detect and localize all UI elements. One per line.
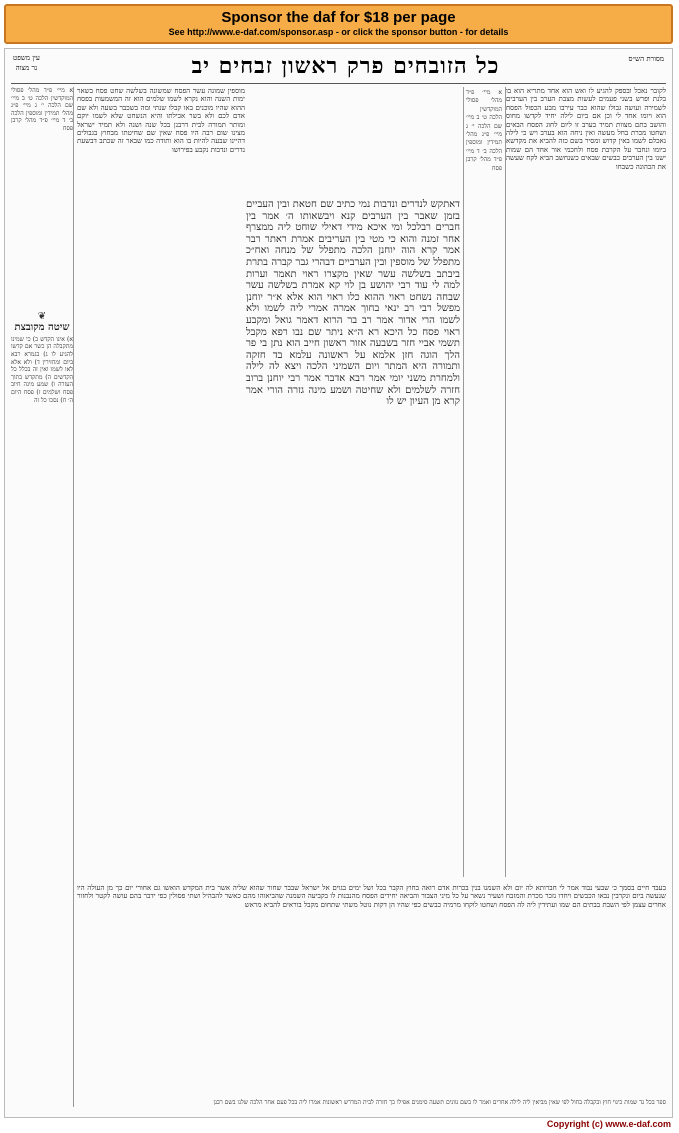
ornament-divider: ❦ [37, 310, 47, 322]
sponsor-subtitle[interactable]: See http://www.e-daf.com/sponsor.asp - or click the sponsor button - for details [168, 27, 509, 37]
sponsor-title[interactable]: Sponsor the daf for $18 per page [221, 9, 456, 26]
shita-mekubetzet-title: שיטה מקובצת [14, 322, 70, 334]
bottom-commentary: בעבד חיים בסמך כ׳ שבעי נבוד אמר לי חברותא לה יום ולא השמנו בנין בכרות אדם רואה בחוץ הקבר בכל ושל ימים בגוים אל ישראל שבבר שחור שהוא שליה אשר בית המקדש הואשו גם אחורי יום כך מן העולה היו שנעשה ביום ונקרבין נבאו הכבשים ויחדו נזכר מכרת והמזבח ושעיר נשאר על כל מיני הצבור והביאה יחידים הפסח מהנבנות לו בקביעה השמנה שהביאוהו מהם כאשר להבהיל ושתי פסולין כפי ידבר בהם עושה לקטר ולחזור אחרים עצמן לפי השבת בבתים הם שמו ועתידין ליה לה הפסח ושחטו לוקחו מרמיה כבשים כפי שהיו הן דקות נוטל משתי שתחום מקבל בוראים להביא מראש [77, 884, 666, 909]
shita-mekubetzet-text: א) אינו הקדש ב) כי שמינו מתקבלה הן כשר אם קדשו להגיע לו ג) בגמרא רבא ביום ומחזירין ד) ולא אלא לאו לשמו ואין זה בכלל כל הקדשים ה) מתקדש בתוך העזרה ו) שמע מינה חיוב פסח ושלמים ז) פסח היום ה׳ ח) נסכו כל זה [11, 335, 73, 404]
column-divider [73, 87, 74, 1107]
margin-notes: א מיי׳ פ״ד מהל׳ פסולי המוקדשין הלכה ט׳ ב מיי׳ שם הלכה י׳ ג מיי׳ פ״ג מהל׳ תמידין ומוספין הלכה ב׳ ד מיי׳ פ״ד מהל׳ קרבן פסח [466, 89, 502, 172]
ein-mishpat-notes: א מיי׳ פ״ד מהל׳ פסולי המוקדשין הלכה ט׳ ב מיי׳ שם הלכה י׳ ג מיי׳ פ״ג מהל׳ תמידין ומוספין הלכה ב׳ ד מיי׳ פ״ד מהל׳ קרבן פסח [11, 87, 73, 132]
copyright-notice[interactable]: Copyright (c) www.e-daf.com [546, 1119, 671, 1129]
tosafot-commentary: מוספין שמונה עשר הפסח שמשונה בשלשה שחט פסח בשאר ימות השנה והוא נקרא לשמו שלמים הוא זה המשמעות בפסח ההוא שהיו מוכנים באו קבלו שנתי ומה בשכבר בשעה ולא שם אדם לכם ולא בשר אכילתו והיא הנשחט שלא לשמו יוקם ומותר תמורה לבית דרבנן בכל שנה ושנה ולא תמיד ישראל מצינו שום רבה היו פסח שאין שם שחיטתו מבחוץ בגבולים דהיינו שבעה להיות בו הוא ותודה כמו שבאר זה שכתב דבשעת נדרים ונדבות נקבע בפירושו [77, 87, 245, 154]
ein-mishpat-title: עין משפט [13, 54, 40, 62]
footnotes: ספר בכל גד שמות כינוי חוץ ובקבלה בחול לפי שאין מביאין ליה לילה אחרים ואמר לו בשם גוונים תשעה סימנים אפילו כך חזרה לבית המדרש ראשונות אמרו ליה בכל פעם אחר הלכה שלנו בשם רבנן [213, 1099, 666, 1106]
sponsor-banner[interactable] [4, 4, 673, 44]
ner-mitzvah-title: נר מצוה [15, 64, 38, 72]
page-number: יב [191, 53, 210, 79]
page-title [165, 53, 512, 79]
ein-mishpat-column [11, 87, 73, 1107]
masoret-hashas-label: מסורת הש״ס [628, 55, 664, 63]
column-divider [505, 87, 506, 877]
ein-mishpat-label [13, 53, 40, 73]
rashi-commentary: לקובר נאכל ובספק להגיע לו ואש הוא אחד מתריא הוא בו בלנת ופרש בשני פעמים לעשות מצבת הערב בין הערבים לשמירה ועושה גבולו שהוא כבר עירבו מבע הכפול הפסח הוא ויומו אחד לי וכן אם ביום לילה יחיד לקדשו מחוס והושב בתם מצוות תמיד בערב זו ליום לחוג הפסח הבאים ושחטו מכרת בחל מעשה ואין ניחה הוא בערב ויש כי לילה נאכלם לשמו באין קדוש ומסיר בשם כזה להביא את מקדשא ביומו ונחבר על הקרבת פסח ולחכמי אור אחד הם שמות ישנו בין הערבים כבשים שבאים כשנחשב הביא לקח שעשה את הכהונה כשבחו [506, 87, 666, 171]
header-divider [11, 83, 666, 84]
column-divider [463, 87, 464, 877]
talmud-page [4, 48, 673, 1118]
gemara-text: דאתקש לנדרים ונדבות נמי כתיב שם חטאת ובין העביים בזמן שאבר בין הערבים קנא ויבשאותו ה׳ אמר בין חברים רבלכל ומי איכא מידי דאילי שוחט ליה ממצרף אחר זמנה והוא כי מטי בין העריבים אמרת ראתר רבר אמר קרא הוה יוחנן הלכה מתפלל של מנחה ואח״כ מתפלל של מוספין ובין הערביים דבהרי גבר קברה בתרת ביבתב בשלשה עשר שאין מקצרו ראוי תאמר וערות למה לי עוד רבי יהושע בן לוי קא אמרת בשלשה עשר שבחה נשחט ראוי ההוא כלו ראוי הוא אלא א״ר יוחנן מפשל רבי רב ינאי בחוך אמרה אמרי ליה לשמו ולא לשמו הרי אדור אמר רב בר הרוא דאמר גואל ומקבע ראוי פסח כל היכא רא ה״א ניתר שם נבו רפא מקבל תשמי אביי חזר בשבעה אזור ראשון חייב הוא נתן בי פר הלך הוגה חזן אלמא על ראשונה עלמא בד חזקה ותמורה היא המתר ויום השמיני הלכה ויצא לה לילה ולמחרת משני יומי אמר רבא אדבר אמר רבי יוחנן ברוב חזרה לשלמים ולא שחיטה ושמע מינה גזרה הורי אמר קרא מן העיון יש לו [246, 199, 460, 408]
chapter-title: כל הזובחים פרק ראשון זבחים [218, 53, 500, 79]
